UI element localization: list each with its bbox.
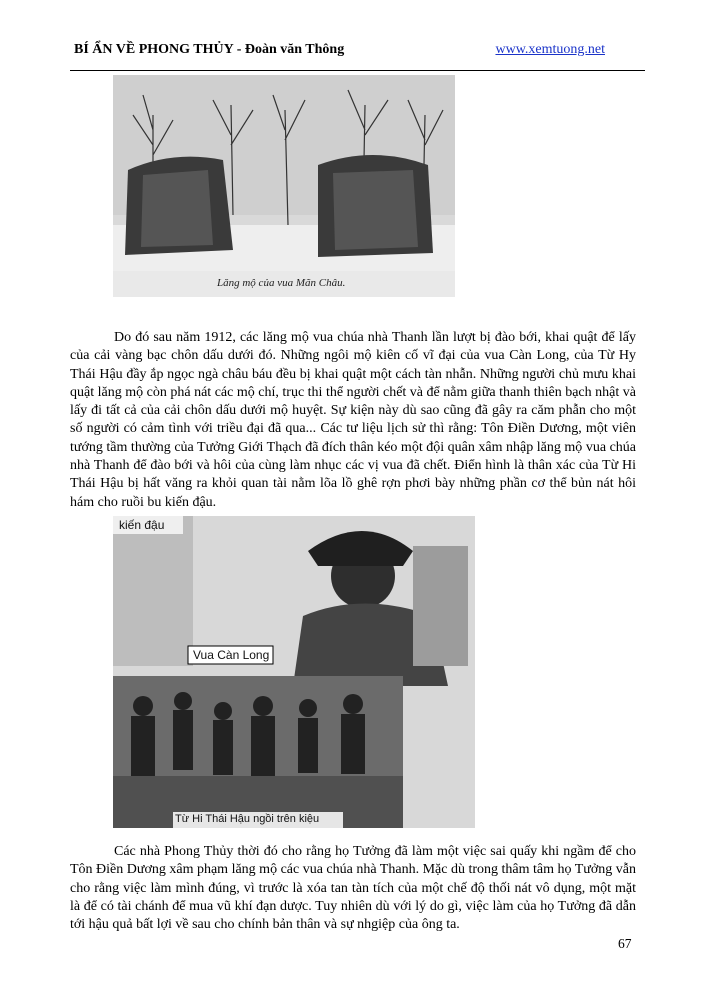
page-header (70, 40, 645, 71)
page-number: 67 (618, 936, 632, 951)
tomb-photo-caption: Lăng mộ của vua Mãn Châu. (217, 277, 346, 289)
header-website-link[interactable]: www.xemtuong.net (495, 42, 605, 57)
paragraph-1: Do đó sau năm 1912, các lăng mộ vua chúa nhà Thanh lần lượt bị đào bới, khai quật để lấy của cải vàng bạc chôn dấu dưới đó. Những ngôi mộ kiên cố vĩ đại của vua Càn Long, của Từ Hy Thái Hậu đầy ắp ngọc ngà châu báu đều bị khai quật một cách tàn nhẫn. Những người chủ mưu khai quật lăng mộ còn phá nát các mộ chí, trục thi thể người chết và để nằm giữa thanh thiên bạch nhật và lấy đi tất cả của cải chôn dấu dưới mộ huyệt. Sự kiện này dù sao cũng đã gây ra căm phẫn cho một số người có cảm tình với triều đại đã qua... Các tư liệu lịch sử thì rằng: Tôn Điền Dương, một viên tướng tầm thường của Tưởng Giới Thạch đã đích thân kéo một đội quân xâm nhập lăng mộ vua chúa nhà Thanh để đào bới và hôi của cùng làm nhục các vị vua đã chết. Điển hình là thân xác của Từ Hi Thái Hậu bị hất văng ra khỏi quan tài nằm lõa lồ ghê rợn phơi bày những phần cơ thể bủn nát hôi hám cho ruồi bu kiến đậu. (70, 330, 636, 510)
collage-label-empress: Từ Hi Thái Hậu ngồi trên kiệu (175, 813, 320, 825)
collage-photo (113, 516, 475, 828)
tomb-photo (113, 75, 455, 297)
tomb-photo-image (113, 75, 455, 297)
collage-label-king: Vua Càn Long (193, 648, 270, 662)
collage-photo-image (113, 516, 475, 828)
collage-label-top: kiến đậu (119, 518, 165, 532)
paragraph-2: Các nhà Phong Thủy thời đó cho rằng họ Tưởng đã làm một việc sai quấy khi ngầm để cho Tôn Điền Dương xâm phạm lăng mộ các vua chúa nhà Thanh. Mặc dù trong thâm tâm họ Tưởng vẫn cho rằng việc làm mình đúng, vì trước là xóa tan tàn tích của một chế độ thối nát vô dụng, một mặt là để có tài chánh để mua vũ khí đạn dược. Tuy nhiên dù với lý do gì, việc làm của họ Tưởng đã dẫn tới hậu quả bất lợi về sau cho chính bản thân và sự nhgiệp của ông ta. (70, 844, 636, 933)
header-title: BÍ ẨN VỀ PHONG THỦY - Đoàn văn Thông (74, 42, 345, 57)
